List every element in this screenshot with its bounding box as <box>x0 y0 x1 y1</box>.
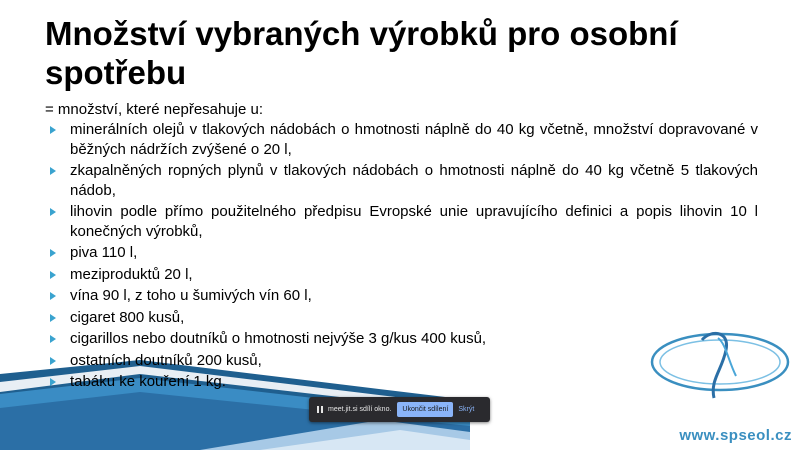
hide-button[interactable]: Skrýt <box>458 406 475 413</box>
list-item-text: tabáku ke kouření 1 kg. <box>70 373 226 390</box>
list-item-text: piva 110 l, <box>70 244 138 261</box>
bullet-arrow-icon <box>50 126 56 134</box>
slide-title: Množství vybraných výrobků pro osobní spotřebu <box>45 15 678 91</box>
list-item-text: cigaret 800 kusů, <box>70 308 185 326</box>
screen-share-bar <box>309 397 490 422</box>
bullet-arrow-icon <box>50 292 56 300</box>
list-item-text: ostatních doutníků 200 kusů, <box>70 351 262 369</box>
list-item <box>48 308 758 328</box>
bullet-arrow-icon <box>50 249 56 257</box>
drag-handle-icon[interactable] <box>317 406 323 413</box>
list-item <box>48 243 758 263</box>
list-item <box>48 161 758 200</box>
list-item <box>48 265 758 285</box>
bullet-arrow-icon <box>50 357 56 365</box>
list-item-text: cigarillos nebo doutníků o hmotnosti nejvýše 3 g/kus 400 kusů, <box>70 330 487 347</box>
bullet-arrow-icon <box>50 335 56 343</box>
website-url: www.spseol.cz <box>679 427 792 444</box>
list-item-text: lihovin podle přímo použitelného předpisu Evropské unie upravujícího definici a popis lihovin 10 l konečných výrobků, <box>70 203 758 240</box>
list-item <box>48 372 758 392</box>
bullet-list <box>48 120 758 394</box>
list-item <box>48 329 758 349</box>
bullet-arrow-icon <box>50 208 56 216</box>
list-item-text: minerálních olejů v tlakových nádobách o hmotnosti náplně do 40 kg včetně, množství dopravované v běžných nádržích zvýšené o 20 l, <box>70 121 758 158</box>
list-item <box>48 351 758 371</box>
share-message: meet.jit.si sdílí okno. <box>328 406 392 413</box>
list-item-text: vína 90 l, z toho u šumivých vín 60 l, <box>70 287 312 304</box>
list-item <box>48 286 758 306</box>
bullet-arrow-icon <box>50 314 56 322</box>
bullet-arrow-icon <box>50 167 56 175</box>
bullet-arrow-icon <box>50 271 56 279</box>
stop-sharing-button[interactable]: Ukončit sdílení <box>397 402 453 417</box>
list-item-text: zkapalněných ropných plynů v tlakových nádobách o hmotnosti náplně do 40 kg včetně 5 tlakových nádob, <box>70 162 758 199</box>
list-item <box>48 120 758 159</box>
list-item-text: meziproduktů 20 l, <box>70 265 193 283</box>
slide-intro: = množství, které nepřesahuje u: <box>45 101 264 118</box>
bullet-arrow-icon <box>50 378 56 386</box>
list-item <box>48 202 758 241</box>
